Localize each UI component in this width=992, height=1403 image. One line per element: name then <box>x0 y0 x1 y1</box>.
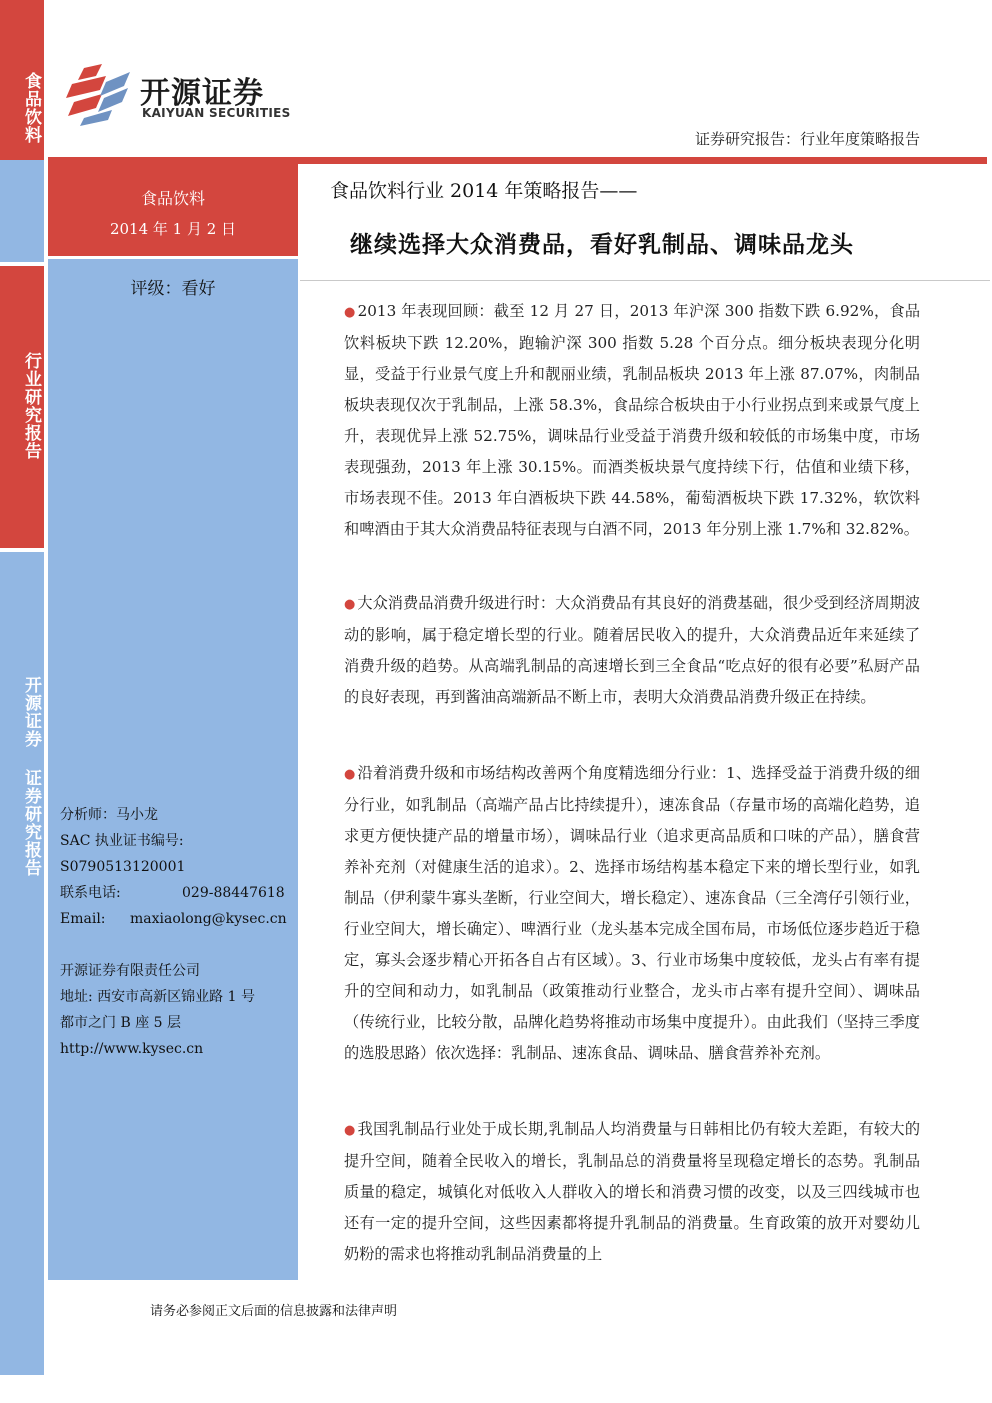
report-title: 继续选择大众消费品，看好乳制品、调味品龙头 <box>350 232 854 258</box>
logo-mark-icon <box>62 62 134 126</box>
paragraph-text: 2013 年表现回顾：截至 12 月 27 日，2013 年沪深 300 指数下跌 6.92%，食品饮料板块下跌 12.20%，跑输沪深 300 指数 5.28 个百分点。细分板块表现分化明显，受益于行业景气度上升和靓丽业绩，乳制品板块 2013 年上涨 87.07%，肉制品板块表现仅次于乳制品，上涨 58.3%，食品综合板块由于小行业拐点到来或景气度上升，表现优异上涨 52.75%，调味品行业受益于消费升级和较低的市场集中度，市场表现强劲，2013 年上涨 30.15%。而酒类板块景气度持续下行，估值和业绩下移，市场表现不佳。2013 年白酒板块下跌 44.58%，葡萄酒板块下跌 17.32%，软饮料和啤酒由于其大众消费品特征表现与白酒不同，2013 年分别上涨 1.7%和 32.82%。 <box>344 302 921 538</box>
side-label-broker: 开源证券 证券研究报告 <box>21 676 41 877</box>
rating: 评级：看好 <box>130 279 216 299</box>
logo-chinese-name: 开源证券 <box>140 76 264 111</box>
report-date: 2014 年 1 月 2 日 <box>109 220 237 238</box>
side-strip-divider <box>0 548 44 552</box>
email-address[interactable]: maxiaolong@kysec.cn <box>130 911 287 927</box>
left-info-column <box>48 256 298 1280</box>
sac-label: SAC 执业证书编号: <box>60 833 184 849</box>
title-rule <box>300 280 990 281</box>
bullet-icon: ● <box>344 1123 356 1138</box>
sector-date-box <box>48 164 298 256</box>
logo-english-name: KAIYUAN SECURITIES <box>142 106 291 120</box>
header-rule <box>48 157 987 164</box>
bullet-icon: ● <box>344 305 356 320</box>
company-address-line2: 都市之门 B 座 5 层 <box>60 1015 181 1031</box>
phone-row <box>60 880 285 906</box>
paragraph-selection <box>344 758 920 1069</box>
company-info <box>60 958 255 1062</box>
paragraph-text: 我国乳制品行业处于成长期,乳制品人均消费量与日韩相比仍有较大差距，有较大的提升空间，随着全民收入的增长，乳制品总的消费量将呈现稳定增长的态势。乳制品质量的稳定，城镇化对低收入人群收入的增长和消费习惯的改变，以及三四线城市也还有一定的提升空间，这些因素都将提升乳制品的消费量。生育政策的放开对婴幼儿奶粉的需求也将推动乳制品消费量的上 <box>344 1120 921 1263</box>
phone-number: 029-88447618 <box>182 885 285 901</box>
paragraph-text: 大众消费品消费升级进行时：大众消费品有其良好的消费基础，很少受到经济周期波动的影响，属于稳定增长型的行业。随着居民收入的提升，大众消费品近年来延续了消费升级的趋势。从高端乳制品的高速增长到三全食品“吃点好的很有必要”私厨产品的良好表现，再到酱油高端新品不断上市，表明大众消费品消费升级正在持续。 <box>344 594 921 706</box>
analyst-name-row <box>60 802 185 828</box>
paragraph-dairy <box>344 1114 920 1270</box>
email-row <box>60 906 287 932</box>
company-name: 开源证券有限责任公司 <box>60 963 200 979</box>
company-logo <box>62 62 302 126</box>
email-label: Email: <box>60 911 106 927</box>
paragraph-review <box>344 296 920 545</box>
side-label-sector: 食品饮料 <box>21 72 41 144</box>
disclaimer-note: 请务必参阅正文后面的信息披露和法律声明 <box>150 1304 398 1319</box>
paragraph-upgrade <box>344 588 920 713</box>
side-label-report: 行业研究报告 <box>21 352 41 460</box>
sac-number: S0790513120001 <box>60 859 186 875</box>
column-divider <box>48 256 298 259</box>
phone-label: 联系电话: <box>60 885 121 901</box>
bullet-icon: ● <box>344 597 356 612</box>
analyst-info <box>60 802 287 932</box>
bullet-icon: ● <box>344 767 356 782</box>
company-address-line1: 地址: 西安市高新区锦业路 1 号 <box>60 989 255 1005</box>
sector-name: 食品饮料 <box>140 189 205 208</box>
analyst-name-label: 分析师： <box>60 807 116 823</box>
analyst-name: 马小龙 <box>116 807 158 823</box>
report-type: 证券研究报告：行业年度策略报告 <box>694 130 920 148</box>
report-title-prefix: 食品饮料行业 2014 年策略报告—— <box>330 180 638 202</box>
paragraph-text: 沿着消费升级和市场结构改善两个角度精选细分行业：1、选择受益于消费升级的细分行业，如乳制品（高端产品占比持续提升），速冻食品（存量市场的高端化趋势，追求更方便快捷产品的增量市场），调味品行业（追求更高品质和口味的产品），膳食营养补充剂（对健康生活的追求）。2、选择市场结构基本稳定下来的增长型行业，如乳制品（伊利蒙牛寡头垄断，行业空间大，增长稳定）、速冻食品（三全湾仔引领行业，行业空间大，增长确定）、啤酒行业（龙头基本完成全国布局，市场低位逐步趋近于稳定，寡头会逐步精心开拓各自占有区域）。3、行业市场集中度较低，龙头占有率有提升的空间和动力，如乳制品（政策推动行业整合，龙头市占率有提升空间）、调味品（传统行业，比较分散，品牌化趋势将推动市场集中度提升）。由此我们（坚持三季度的选股思路）依次选择：乳制品、速冻食品、调味品、膳食营养补充剂。 <box>344 764 920 1062</box>
company-url[interactable]: http://www.kysec.cn <box>60 1041 204 1057</box>
